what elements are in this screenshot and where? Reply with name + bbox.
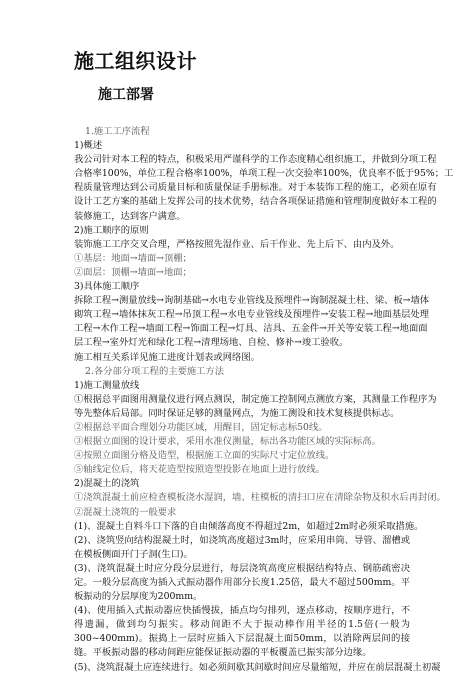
text-line: 1.施工工序流程 — [85, 126, 150, 137]
text-line: 2)施工顺序的原则 — [74, 224, 149, 236]
text-line: ②根据总平面合理划分功能区域，用醒目，固定标志标50线。 — [74, 421, 328, 433]
text-line: ③根据立面图的设计要求，采用水准仪测量，标出各功能区域的实际标高。 — [74, 436, 381, 448]
text-line: (1)、混凝土自料斗口下落的自由倾落高度不得超过2m，如超过2m时必须采取措施。 — [74, 520, 424, 532]
text-line: 等先整体后局部。同时保证足够的测量网点，为施工测设和技术复核提供标志。 — [74, 407, 400, 419]
text-line: 我公司针对本工程的特点，积极采用严谨科学的工作态度精心组织施工，并做到分项工程 — [74, 154, 437, 166]
text-line: 合格率100%，单位工程合格率100%，单项工程一次交验率100%，优良率不低于95%；工 — [74, 168, 454, 180]
text-line: 设计工艺方案的基础上发挥公司的技术优势，结合各项保证措施和管理制度做好本工程的 — [74, 196, 437, 208]
text-line: 工程→木作工程→墙面工程→饰面工程→灯具、洁具、五金件→开关等安装工程→地面面 — [74, 323, 428, 335]
text-line: (2)、浇筑竖向结构混凝土时，如浇筑高度超过3m时，应采用串筒、导管、溜槽或在模板侧面开门子洞(生口)。 — [74, 534, 410, 560]
text-line: 3)具体施工顺序 — [74, 281, 140, 293]
text-line: 程质量管理达到公司质量目标和质量保证手册标准。对于本装饰工程的施工，必须在原有 — [74, 182, 437, 194]
text-line: 1)概述 — [74, 140, 103, 152]
text-line: ①根据总平面图用测量仪进行网点测误，制定施工控制网点测放方案，其测量工作程序为 — [74, 393, 437, 405]
text-line: 施工相互关系详见施工进度计划表或网络图。 — [74, 351, 260, 363]
text-line: 装修施工，达到客户满意。 — [74, 210, 186, 222]
text-line: ④按照立面图分格及造型，根据施工立面的实际尺寸定位放线。 — [74, 450, 335, 462]
document-body — [74, 125, 454, 675]
page-title: 施工组织设计 — [74, 49, 197, 73]
text-line: 2.各分部分项工程的主要施工方法 — [85, 365, 225, 377]
text-line: ①浇筑混凝土前应检查模板浇水湿润，墙、柱模板的清扫口应在清除杂物及积水后再封闭。 — [74, 492, 446, 504]
text-line: ①基层：地面→墙面→顶棚； — [74, 252, 192, 264]
text-line: (5)、浇筑混凝土应连续进行。如必须间歇其间歇时间应尽量缩短，并应在前层混凝土初凝 — [74, 661, 441, 673]
text-line: 1)施工测量放线 — [74, 379, 140, 391]
text-line: 装饰施工工序交叉合理，严格按照先湿作业、后干作业、先上后下、由内及外。 — [74, 238, 400, 250]
text-line: 层工程→室外灯光和绿化工程→清理场地、自检、修补→竣工验收。 — [74, 337, 349, 349]
text-line: (3)、浇筑混凝土时应分段分层进行，每层浇筑高度应根据结构特点、钢筋疏密决定。一般分层高度为插入式振动器作用部分长度1.25倍，最大不超过500mm。平板振动的分层厚度为200mm。 — [74, 562, 410, 603]
text-line: 砌筑工程→墙体抹灰工程→吊顶工程→水电专业管线及预埋件→安装工程→地面基层处理 — [74, 309, 430, 321]
text-line: 拆除工程→测量放线→询制基础→水电专业管线及预埋件→询制混凝土柱、梁、板→墙体 — [74, 295, 430, 307]
section-subtitle: 施工部署 — [98, 87, 154, 103]
text-line: ⑤轴线定位后，将天花造型按照造型投影在地面上进行放线。 — [74, 464, 326, 476]
text-line: ②混凝土浇筑的一般要求 — [74, 506, 177, 518]
text-line: ②面层：顶棚→墙面→地面； — [74, 266, 192, 278]
text-line: 2)混凝土的浇筑 — [74, 478, 140, 490]
text-line: (4)、使用插入式振动器应快插慢拔，插点均匀排列，逐点移动，按顺序进行，不得遗漏，做到均匀振实。移动间距不大于振动棒作用半径的1.5倍(一般为300~400mm)。振捣上一层时应插入下层混凝土面50mm，以消除两层间的接缝。平板振动器的移动间距应能保证振动器的平板覆盖已振实部分边缘。 — [74, 605, 410, 659]
